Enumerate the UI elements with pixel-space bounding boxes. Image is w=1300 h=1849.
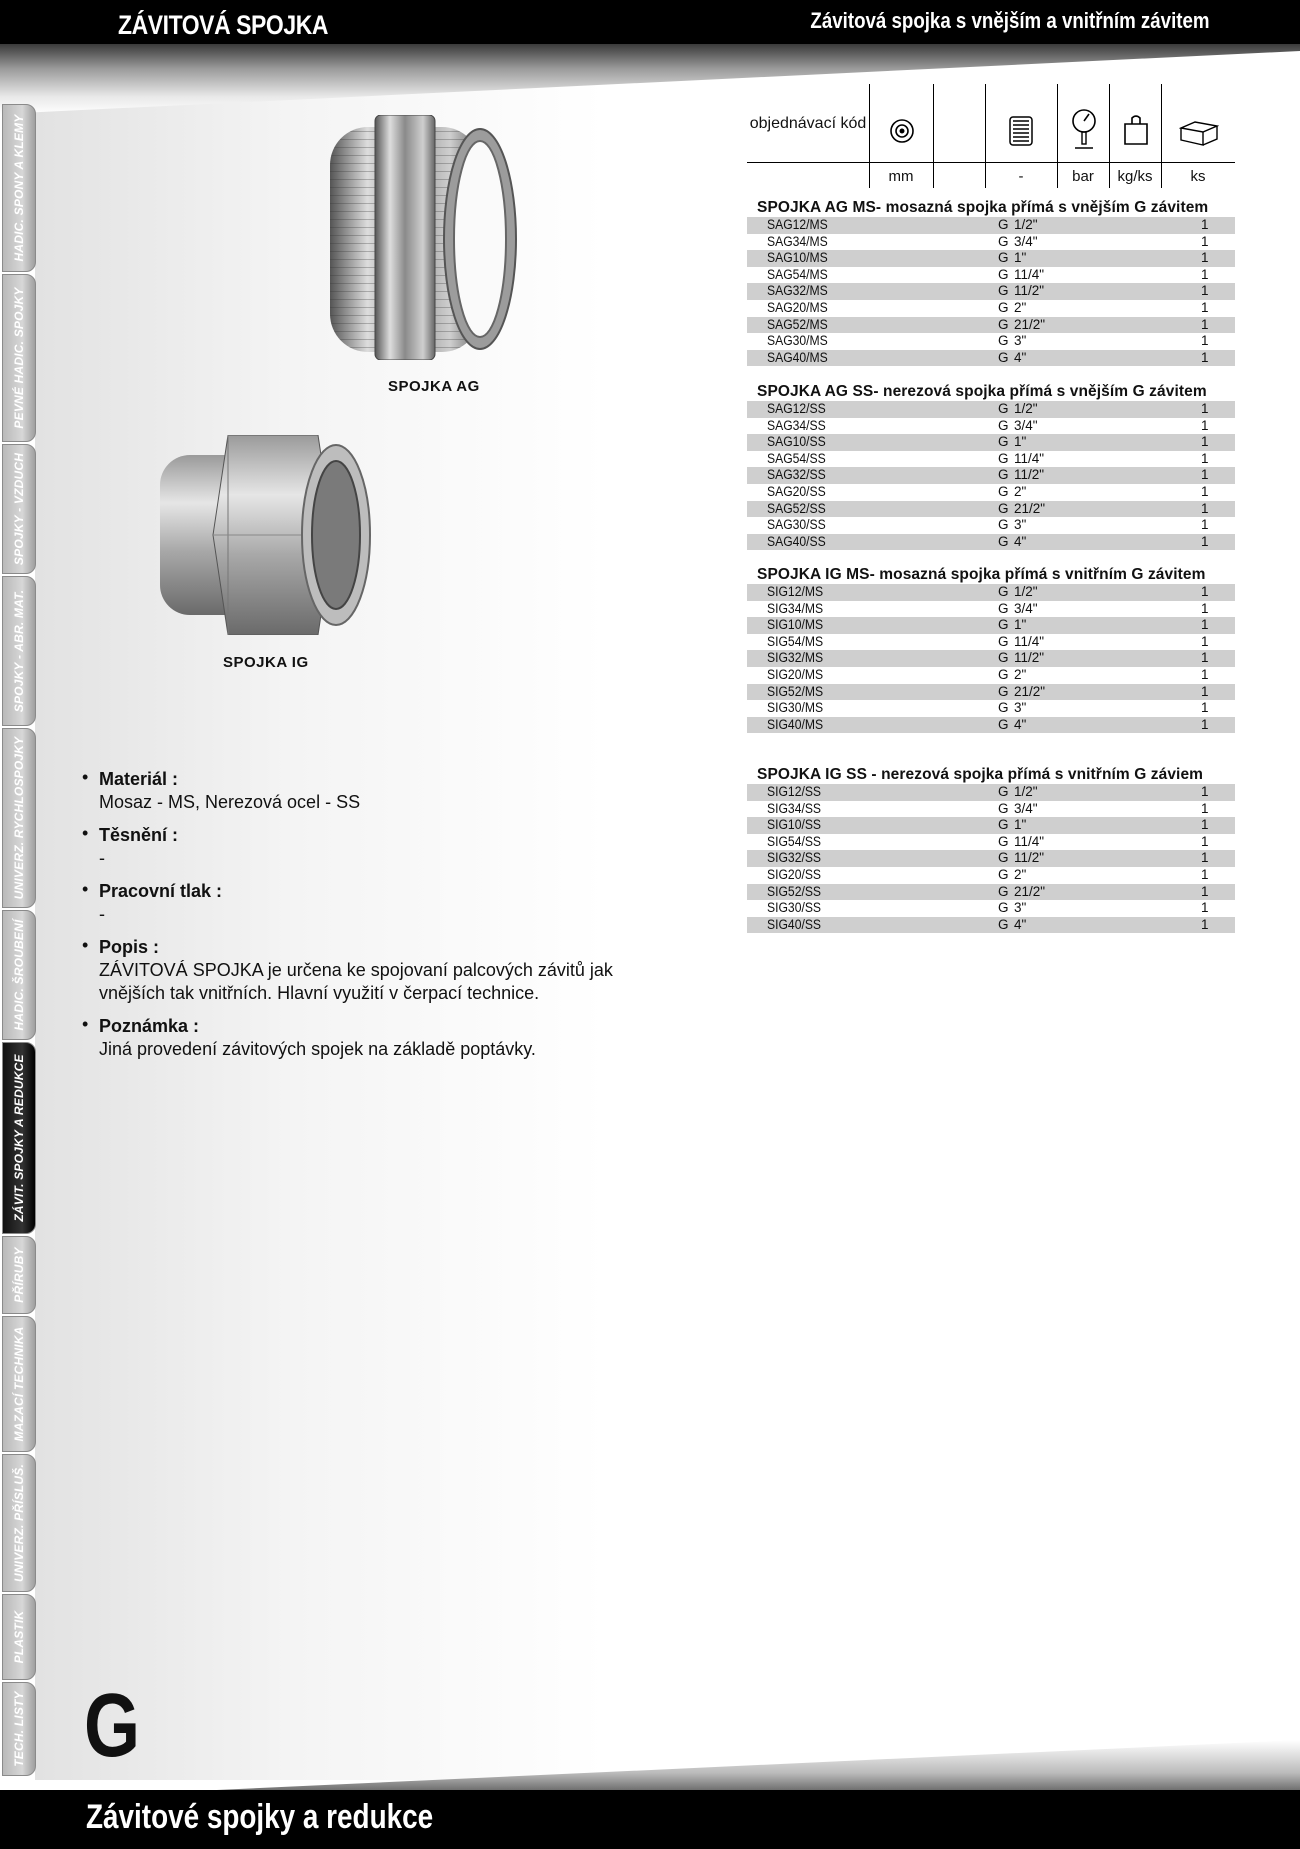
tab-priruby[interactable] [2, 1236, 36, 1314]
tab-mazaci-technika[interactable] [2, 1316, 36, 1452]
category-sidebar [0, 104, 38, 1767]
pack-quantity: 1 [1201, 299, 1209, 315]
table-row [747, 900, 1235, 917]
bullet: • [82, 1014, 89, 1034]
thread-size: 21/2" [1014, 883, 1046, 899]
spojka-ig-caption: SPOJKA IG [223, 654, 309, 671]
section-title-ag-ss: SPOJKA AG SS- nerezová spojka přímá s vnějším G závitem [757, 383, 1207, 400]
table-row [747, 517, 1235, 534]
tab-label: HADIC. ŠROUBENÍ [12, 919, 26, 1031]
tab-spojky-vzduch[interactable] [2, 444, 36, 574]
thread-size: 21/2" [1014, 316, 1046, 332]
unit-mm: mm [888, 168, 914, 185]
property-label: Poznámka : [99, 1016, 200, 1036]
table-row [747, 234, 1235, 251]
table-row [747, 617, 1235, 634]
property-value: ZÁVITOVÁ SPOJKA je určena ke spojovaní palcových závitů jak vnějších tak vnitřních. Hlavní využití v čerpací technice. [99, 960, 613, 1003]
thread-type: G [998, 266, 1009, 282]
product-code: SIG54/MS [767, 633, 824, 649]
pack-quantity: 1 [1201, 467, 1209, 483]
product-code: SIG12/MS [767, 584, 824, 599]
property-popis [82, 936, 682, 1005]
thread-size: 11/2" [1014, 650, 1045, 666]
product-code: SAG32/MS [767, 283, 828, 299]
section-title-ig-ms: SPOJKA IG MS- mosazná spojka přímá s vnitřním G závitem [757, 566, 1206, 583]
unit-bar: bar [1072, 168, 1094, 185]
table-row [747, 817, 1235, 834]
table-row [747, 501, 1235, 518]
property-pracovni-tlak [82, 880, 682, 926]
table-row [747, 784, 1235, 801]
thread-type: G [998, 716, 1009, 732]
thread-type: G [998, 434, 1009, 450]
thread-type: G [998, 483, 1009, 499]
thread-type: G [998, 650, 1009, 666]
thread-size: 3/4" [1014, 800, 1038, 816]
property-value: - [99, 848, 105, 868]
thread-size: 1/2" [1014, 217, 1038, 232]
thread-size: 3/4" [1014, 600, 1038, 616]
thread-size: 4" [1014, 349, 1027, 365]
thread-type: G [998, 633, 1009, 649]
page-header [0, 0, 1300, 48]
thread-size: 2" [1014, 866, 1027, 882]
thread-type: G [998, 666, 1009, 682]
table-row [747, 634, 1235, 651]
thread-size: 4" [1014, 916, 1027, 932]
table-header [747, 84, 1235, 188]
pack-quantity: 1 [1201, 349, 1209, 365]
table-row [747, 451, 1235, 468]
table-row [747, 484, 1235, 501]
thread-size: 11/4" [1014, 450, 1045, 466]
product-code: SIG20/SS [767, 866, 822, 882]
bullet: • [82, 823, 89, 843]
thread-size: 3" [1014, 700, 1027, 716]
product-code: SAG12/MS [767, 217, 828, 232]
tab-plastik[interactable] [2, 1594, 36, 1680]
pack-quantity: 1 [1201, 666, 1209, 682]
tab-label: UNIVERZ. RYCHLOSPOJKY [12, 736, 26, 900]
thread-type: G [998, 600, 1009, 616]
thread-type: G [998, 817, 1009, 833]
pack-quantity: 1 [1201, 333, 1209, 349]
table-row [747, 267, 1235, 284]
tab-label: PŘÍRUBY [12, 1247, 26, 1303]
tab-spojky-abr[interactable] [2, 576, 36, 726]
table-row [747, 667, 1235, 684]
bullet: • [82, 767, 89, 787]
pack-quantity: 1 [1201, 633, 1209, 649]
product-code: SAG34/MS [767, 233, 828, 249]
product-code: SIG40/SS [767, 916, 822, 932]
pack-quantity: 1 [1201, 517, 1209, 533]
tab-prislus[interactable] [2, 1454, 36, 1592]
box-icon [1179, 118, 1219, 146]
thread-size: 2" [1014, 483, 1027, 499]
tab-zavit-spojky[interactable] [2, 1042, 36, 1234]
pack-quantity: 1 [1201, 800, 1209, 816]
pack-quantity: 1 [1201, 833, 1209, 849]
product-code: SIG34/SS [767, 800, 822, 816]
pack-quantity: 1 [1201, 784, 1209, 799]
unit-kg: kg/ks [1117, 168, 1153, 185]
table-row [747, 700, 1235, 717]
thread-size: 1/2" [1014, 584, 1038, 599]
pack-quantity: 1 [1201, 500, 1209, 516]
tab-label: SPOJKY - ABR. MAT. [12, 589, 26, 713]
thread-type: G [998, 617, 1009, 633]
property-value: - [99, 904, 105, 924]
thread-icon [1007, 116, 1035, 146]
product-code: SAG40/MS [767, 349, 828, 365]
pack-quantity: 1 [1201, 883, 1209, 899]
pack-quantity: 1 [1201, 483, 1209, 499]
thread-size: 3/4" [1014, 417, 1038, 433]
tab-label: TECH. LISTY [12, 1691, 26, 1767]
table-row [747, 467, 1235, 484]
thread-type: G [998, 450, 1009, 466]
product-code: SAG34/SS [767, 417, 826, 433]
thread-type: G [998, 883, 1009, 899]
property-label: Pracovní tlak : [99, 881, 223, 901]
product-code: SAG52/SS [767, 500, 826, 516]
pack-quantity: 1 [1201, 850, 1209, 866]
product-code: SIG54/SS [767, 833, 822, 849]
tab-rychlospojky[interactable] [2, 728, 36, 908]
weight-bag-icon [1122, 114, 1150, 146]
pack-quantity: 1 [1201, 533, 1209, 549]
table-ig-ss [747, 784, 1235, 933]
table-row [747, 867, 1235, 884]
thread-type: G [998, 401, 1009, 416]
thread-size: 11/2" [1014, 283, 1045, 299]
product-code: SAG54/MS [767, 266, 828, 282]
thread-size: 3" [1014, 517, 1027, 533]
thread-size: 4" [1014, 716, 1027, 732]
spojka-ag-caption: SPOJKA AG [388, 378, 480, 395]
pack-quantity: 1 [1201, 584, 1209, 599]
thread-type: G [998, 584, 1009, 599]
table-row [747, 418, 1235, 435]
table-row [747, 650, 1235, 667]
thread-size: 1" [1014, 617, 1027, 633]
thread-type: G [998, 233, 1009, 249]
divider [747, 162, 1235, 163]
thread-size: 21/2" [1014, 500, 1046, 516]
tab-label: SPOJKY - VZDUCH [12, 452, 26, 566]
table-row [747, 884, 1235, 901]
table-row [747, 534, 1235, 551]
property-value: Mosaz - MS, Nerezová ocel - SS [99, 792, 361, 812]
thread-type: G [998, 299, 1009, 315]
pack-quantity: 1 [1201, 600, 1209, 616]
thread-size: 1" [1014, 434, 1027, 450]
thread-type: G [998, 866, 1009, 882]
divider [933, 84, 934, 188]
thread-type: G [998, 850, 1009, 866]
pack-quantity: 1 [1201, 716, 1209, 732]
pack-quantity: 1 [1201, 617, 1209, 633]
product-code: SAG20/MS [767, 299, 828, 315]
table-row [747, 850, 1235, 867]
thread-type: G [998, 916, 1009, 932]
pack-quantity: 1 [1201, 417, 1209, 433]
product-code: SIG52/MS [767, 683, 824, 699]
tab-pevne-spojky[interactable] [2, 274, 36, 442]
page-subtitle: Závitová spojka s vnějším a vnitřním závitem [810, 8, 1210, 33]
section-title-ag-ms: SPOJKA AG MS- mosazná spojka přímá s vnějším G závitem [757, 199, 1209, 216]
thread-type: G [998, 784, 1009, 799]
tab-label: UNIVERZ. PŘÍSLUŠ. [12, 1463, 26, 1583]
bullet: • [82, 879, 89, 899]
thread-size: 11/2" [1014, 850, 1045, 866]
table-row [747, 584, 1235, 601]
tab-label: ZÁVIT. SPOJKY A REDUKCE [12, 1054, 26, 1222]
table-row [747, 834, 1235, 851]
product-code: SAG10/MS [767, 250, 828, 266]
pack-quantity: 1 [1201, 866, 1209, 882]
footer-title: Závitové spojky a redukce [86, 1798, 434, 1836]
table-row [747, 717, 1235, 734]
table-row [747, 684, 1235, 701]
bullet: • [82, 935, 89, 955]
product-code: SIG40/MS [767, 716, 824, 732]
pack-quantity: 1 [1201, 916, 1209, 932]
thread-size: 1" [1014, 817, 1027, 833]
product-code: SIG32/SS [767, 850, 822, 866]
property-value: Jiná provedení závitových spojek na základě poptávky. [99, 1039, 536, 1059]
thread-type: G [998, 333, 1009, 349]
tab-label: HADIC. SPONY A KLEMY [12, 114, 26, 262]
table-row [747, 217, 1235, 234]
table-row [747, 601, 1235, 618]
thread-type: G [998, 700, 1009, 716]
thread-type: G [998, 283, 1009, 299]
product-code: SAG52/MS [767, 316, 828, 332]
property-label: Popis : [99, 937, 160, 957]
tab-label: PEVNÉ HADIC. SPOJKY [12, 287, 26, 429]
table-row [747, 401, 1235, 418]
table-row [747, 317, 1235, 334]
property-material [82, 768, 682, 814]
section-title-ig-ss: SPOJKA IG SS - nerezová spojka přímá s vnitřním G záviem [757, 766, 1204, 783]
unit-ks: ks [1190, 168, 1206, 185]
table-row [747, 250, 1235, 267]
thread-size: 3/4" [1014, 233, 1038, 249]
pack-quantity: 1 [1201, 217, 1209, 232]
thread-size: 1/2" [1014, 401, 1038, 416]
thread-type: G [998, 316, 1009, 332]
pack-quantity: 1 [1201, 266, 1209, 282]
thread-type: G [998, 533, 1009, 549]
thread-type: G [998, 417, 1009, 433]
table-row [747, 350, 1235, 367]
thread-size: 1" [1014, 250, 1027, 266]
thread-type: G [998, 517, 1009, 533]
table-row [747, 300, 1235, 317]
thread-size: 11/2" [1014, 467, 1045, 483]
thread-size: 1/2" [1014, 784, 1038, 799]
pack-quantity: 1 [1201, 683, 1209, 699]
pack-quantity: 1 [1201, 900, 1209, 916]
pack-quantity: 1 [1201, 700, 1209, 716]
code-header: objednávací kód [749, 115, 867, 132]
pack-quantity: 1 [1201, 650, 1209, 666]
product-code: SIG32/MS [767, 650, 824, 666]
thread-type: G [998, 467, 1009, 483]
pack-quantity: 1 [1201, 401, 1209, 416]
pack-quantity: 1 [1201, 250, 1209, 266]
tab-sroubeni[interactable] [2, 910, 36, 1040]
product-code: SAG10/SS [767, 434, 826, 450]
product-code: SAG32/SS [767, 467, 826, 483]
pack-quantity: 1 [1201, 434, 1209, 450]
table-row [747, 333, 1235, 350]
thread-type: G [998, 683, 1009, 699]
table-ig-ms [747, 584, 1235, 733]
page-footer [0, 1790, 1300, 1849]
pack-quantity: 1 [1201, 450, 1209, 466]
product-code: SIG30/SS [767, 900, 822, 916]
tab-hadic-spony[interactable] [2, 104, 36, 272]
thread-size: 2" [1014, 666, 1027, 682]
product-code: SIG10/MS [767, 617, 824, 633]
pack-quantity: 1 [1201, 316, 1209, 332]
thread-size: 3" [1014, 900, 1027, 916]
thread-type: G [998, 900, 1009, 916]
product-code: SAG40/SS [767, 533, 826, 549]
table-row [747, 801, 1235, 818]
table-row [747, 434, 1235, 451]
unit-dash: - [1018, 168, 1024, 185]
table-ag-ms [747, 217, 1235, 366]
product-code: SIG10/SS [767, 817, 822, 833]
pack-quantity: 1 [1201, 817, 1209, 833]
spojka-ag-image [320, 115, 520, 360]
property-tesneni [82, 824, 682, 870]
product-code: SIG30/MS [767, 700, 824, 716]
thread-size: 4" [1014, 533, 1027, 549]
pack-quantity: 1 [1201, 283, 1209, 299]
thread-size: 11/4" [1014, 266, 1045, 282]
pressure-gauge-icon [1071, 108, 1097, 150]
product-code: SAG12/SS [767, 401, 826, 416]
diameter-icon [889, 118, 915, 144]
thread-type: G [998, 500, 1009, 516]
product-properties [82, 768, 682, 1071]
property-poznamka [82, 1015, 682, 1061]
thread-type: G [998, 250, 1009, 266]
table-row [747, 283, 1235, 300]
thread-size: 11/4" [1014, 633, 1045, 649]
spojka-ig-image [158, 435, 373, 635]
thread-size: 3" [1014, 333, 1027, 349]
tab-label: PLASTIK [12, 1610, 26, 1664]
thread-type: G [998, 349, 1009, 365]
thread-type: G [998, 800, 1009, 816]
property-label: Těsnění : [99, 825, 179, 845]
product-code: SAG30/MS [767, 333, 828, 349]
product-code: SIG34/MS [767, 600, 824, 616]
thread-type: G [998, 217, 1009, 232]
property-label: Materiál : [99, 769, 179, 789]
pack-quantity: 1 [1201, 233, 1209, 249]
thread-size: 2" [1014, 299, 1027, 315]
product-code: SAG54/SS [767, 450, 826, 466]
thread-size: 11/4" [1014, 833, 1045, 849]
thread-type: G [998, 833, 1009, 849]
tab-tech-listy[interactable] [2, 1682, 36, 1776]
section-letter: G [84, 1676, 141, 1776]
product-code: SAG20/SS [767, 483, 826, 499]
tab-label: MAZACÍ TECHNIKA [12, 1326, 26, 1442]
product-code: SAG30/SS [767, 517, 826, 533]
product-code: SIG20/MS [767, 666, 824, 682]
product-code: SIG52/SS [767, 883, 822, 899]
table-ag-ss [747, 401, 1235, 550]
table-row [747, 917, 1235, 934]
page-title: ZÁVITOVÁ SPOJKA [118, 10, 329, 40]
thread-size: 21/2" [1014, 683, 1046, 699]
product-code: SIG12/SS [767, 784, 822, 799]
